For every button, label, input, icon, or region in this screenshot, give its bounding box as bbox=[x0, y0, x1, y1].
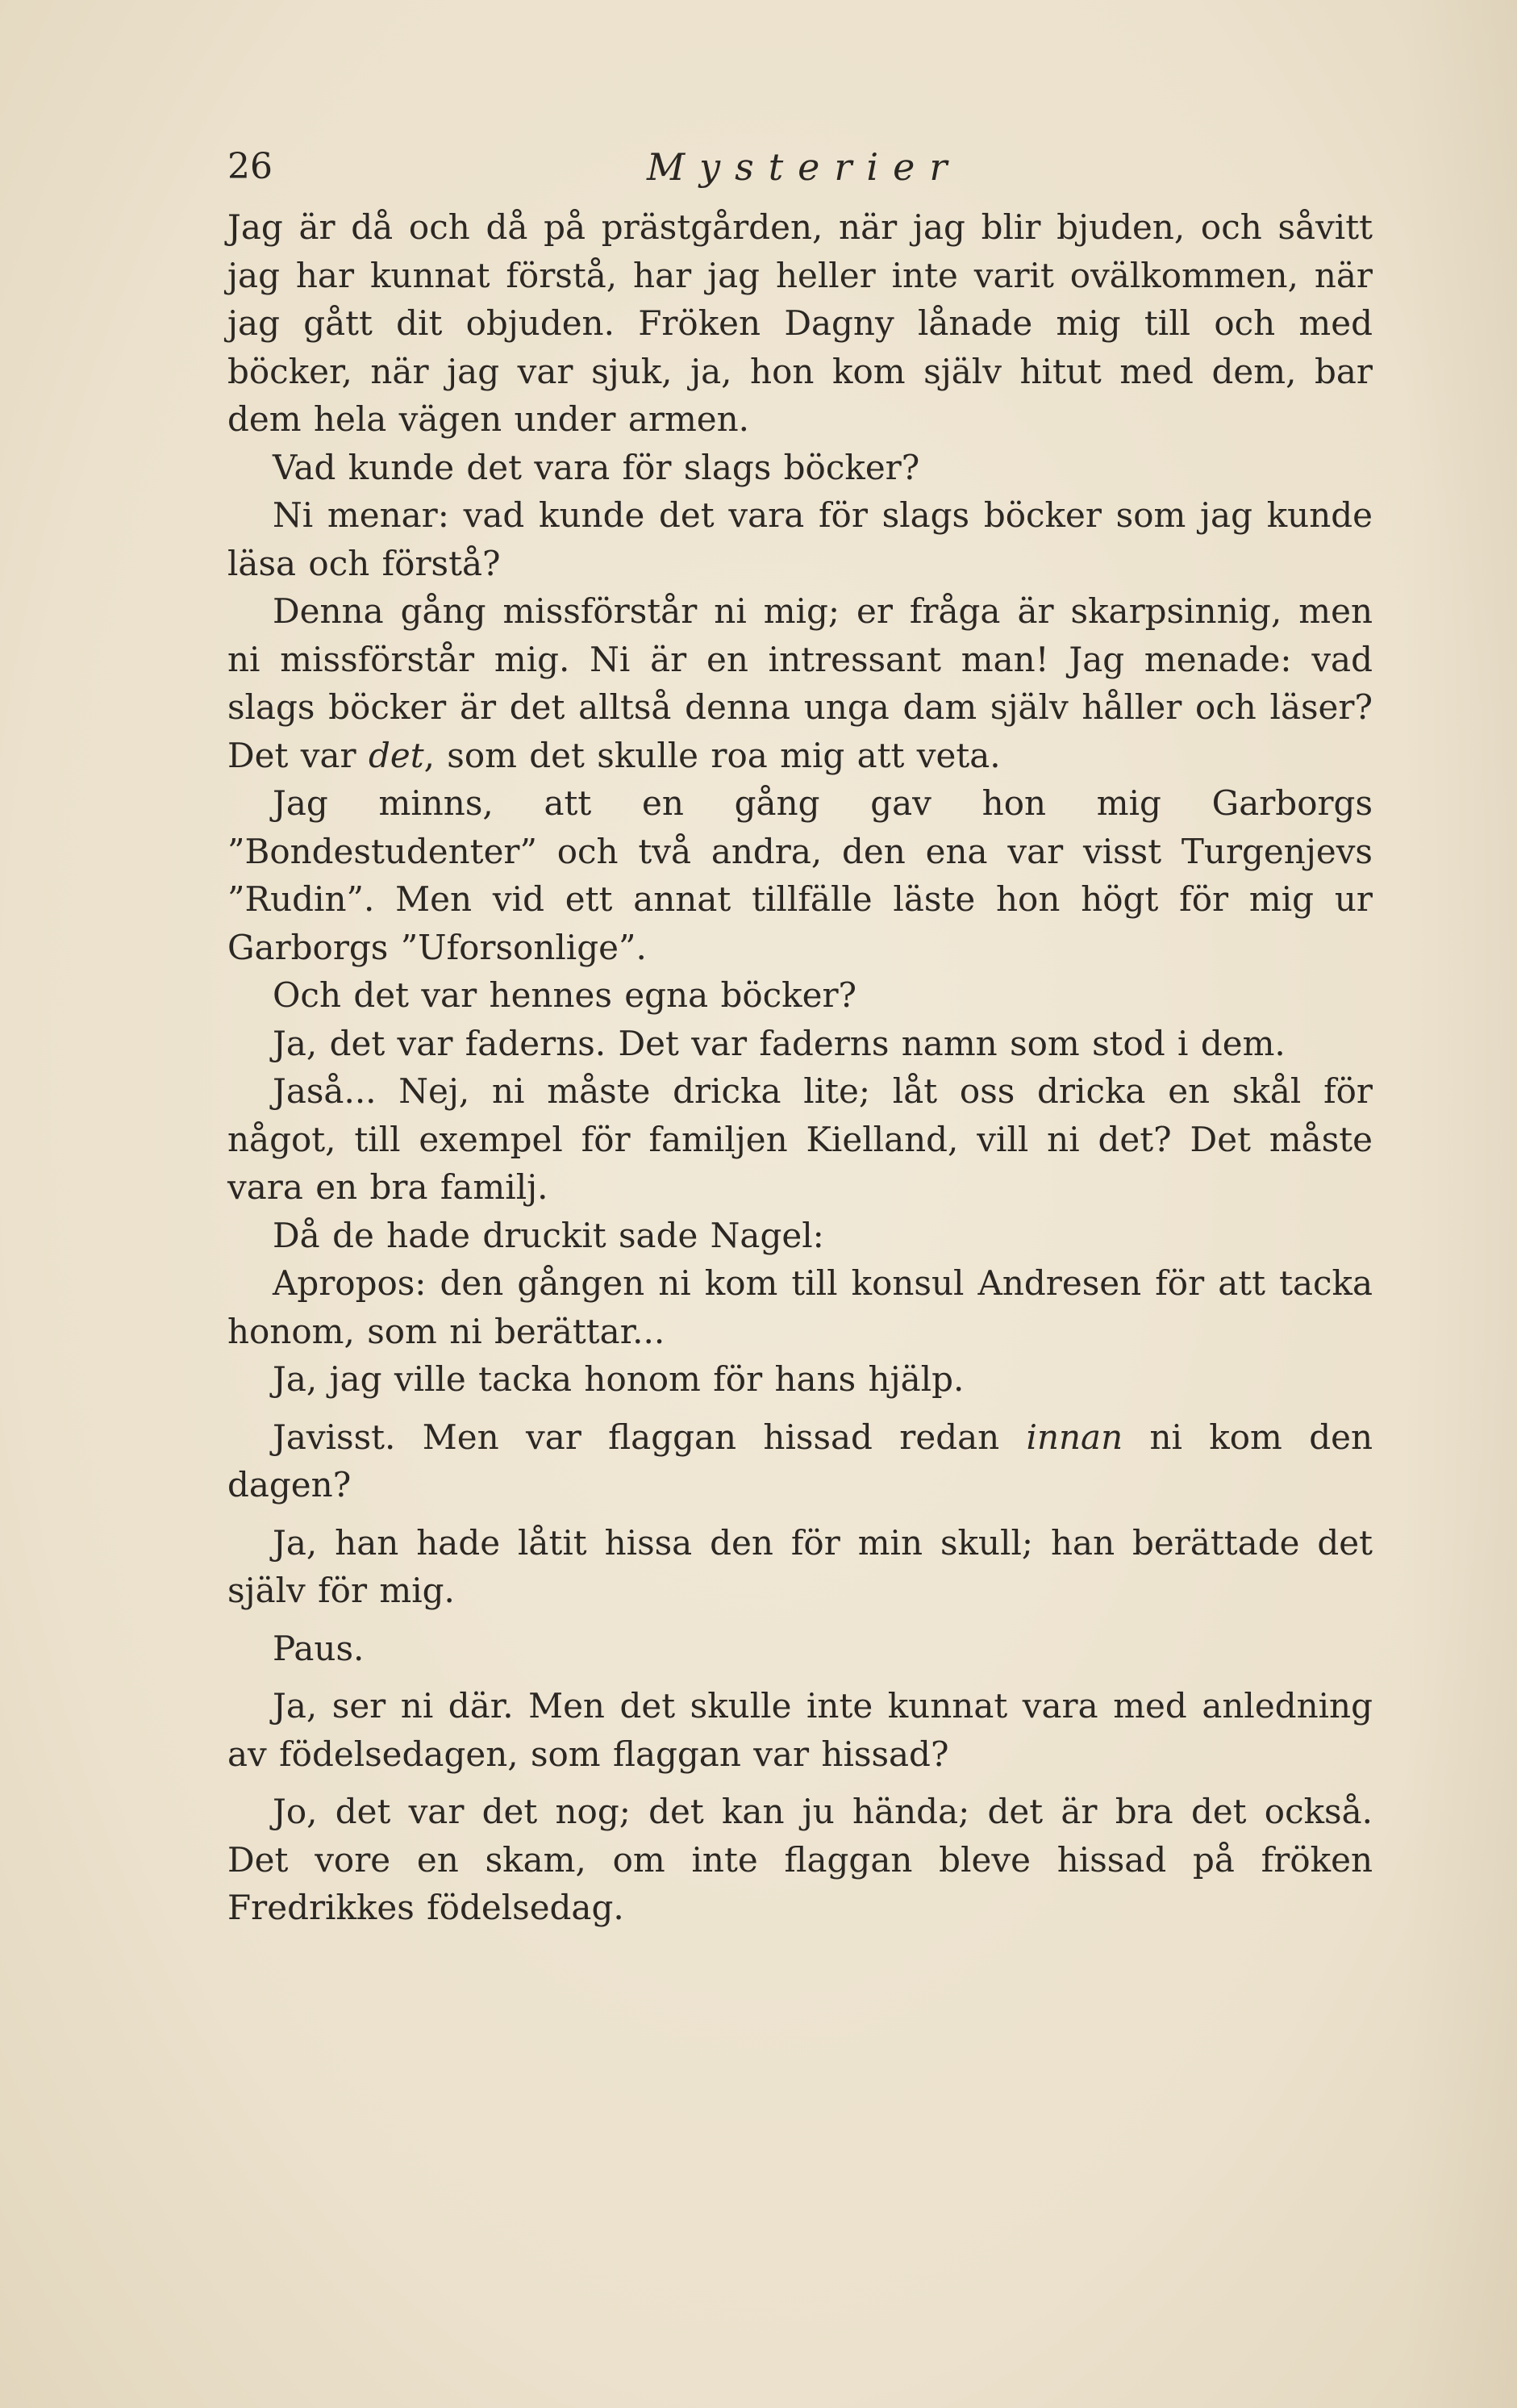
paragraph: Ja, han hade låtit hissa den för min skull; han berättade det själv för mig. bbox=[227, 1522, 1373, 1610]
paragraph: Jo, det var det nog; det kan ju hända; det är bra det också. Det vore en skam, om inte flaggan bleve hissad på fröken Fredrikkes födelsedag. bbox=[227, 1792, 1373, 1927]
paragraph: Paus. bbox=[273, 1628, 365, 1668]
emphasis: det bbox=[368, 735, 424, 775]
running-title: Mysterier bbox=[647, 145, 962, 189]
paragraph: Jaså... Nej, ni måste dricka lite; låt oss dricka en skål för något, till exempel för familjen Kielland, vill ni det? Det måste vara en bra familj. bbox=[227, 1071, 1373, 1207]
page-edge-shading bbox=[1404, 0, 1517, 2408]
paragraph: Jag minns, att en gång gav hon mig Garborgs ”Bondestudenter” och två andra, den ena var visst Turgenjevs ”Rudin”. Men vid ett annat tillfälle läste hon högt för mig ur Garborgs ”Uforsonlige”. bbox=[227, 783, 1373, 967]
paragraph: Denna gång missförstår ni mig; er fråga är skarpsinnig, men ni missförstår mig. Ni är en intressant man! Jag menade: vad slags böcker är det alltså denna unga dam själv håller och läser? Det var det, som det skulle roa mig att veta. bbox=[227, 591, 1373, 775]
body-text bbox=[227, 203, 1373, 1932]
paragraph: Då de hade druckit sade Nagel: bbox=[273, 1215, 824, 1255]
paragraph: Ja, det var faderns. Det var faderns namn som stod i dem. bbox=[273, 1023, 1286, 1063]
paragraph: Apropos: den gången ni kom till konsul Andresen för att tacka honom, som ni berättar... bbox=[227, 1263, 1373, 1351]
paragraph: Vad kunde det vara för slags böcker? bbox=[273, 447, 920, 487]
page-header bbox=[227, 139, 1373, 195]
paragraph: Ja, ser ni där. Men det skulle inte kunnat vara med anledning av födelsedagen, som flaggan var hissad? bbox=[227, 1686, 1373, 1774]
paragraph: Javisst. Men var flaggan hissad redan innan ni kom den dagen? bbox=[227, 1417, 1373, 1504]
paragraph: Och det var hennes egna böcker? bbox=[273, 975, 857, 1015]
page-number: 26 bbox=[227, 146, 273, 187]
paragraph: Ja, jag ville tacka honom för hans hjälp. bbox=[273, 1359, 965, 1399]
paragraph: Jag är då och då på prästgården, när jag blir bjuden, och såvitt jag har kunnat förstå, har jag heller inte varit ovälkommen, när jag gått dit objuden. Fröken Dagny lånade mig till och med böcker, när jag var sjuk, ja, hon kom själv hitut med dem, bar dem hela vägen under armen. bbox=[227, 207, 1373, 439]
emphasis: innan bbox=[1026, 1417, 1123, 1457]
paragraph: Ni menar: vad kunde det vara för slags böcker som jag kunde läsa och förstå? bbox=[227, 495, 1373, 583]
